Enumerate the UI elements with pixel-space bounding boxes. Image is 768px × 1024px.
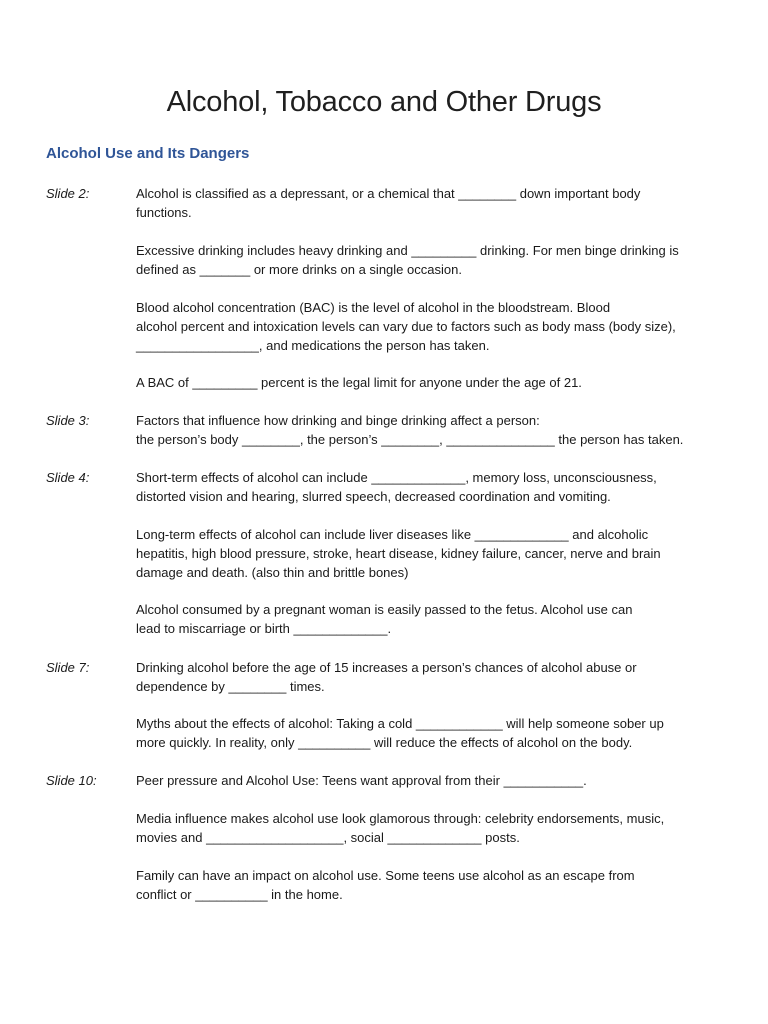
- text-line: _________________, and medications the person has taken.: [136, 338, 490, 353]
- slide-label: Slide 4:: [46, 470, 90, 485]
- text-line: Excessive drinking includes heavy drinking and _________ drinking. For men binge drinking is: [136, 243, 679, 258]
- text-line: movies and ___________________, social _____________ posts.: [136, 830, 520, 845]
- text-line: conflict or __________ in the home.: [136, 887, 343, 902]
- slide-label: Slide 7:: [46, 660, 90, 675]
- slide-label: Slide 10:: [46, 773, 97, 788]
- paragraph: [136, 809, 726, 847]
- text-line: more quickly. In reality, only __________ will reduce the effects of alcohol on the body.: [136, 735, 633, 750]
- text-line: Short-term effects of alcohol can include _____________, memory loss, unconsciousness,: [136, 470, 657, 485]
- paragraph: [136, 468, 726, 506]
- slide-label: Slide 3:: [46, 413, 90, 428]
- text-line: Drinking alcohol before the age of 15 increases a person’s chances of alcohol abuse or: [136, 660, 637, 675]
- text-line: dependence by ________ times.: [136, 679, 325, 694]
- text-line: Myths about the effects of alcohol: Taking a cold ____________ will help someone sober up: [136, 716, 664, 731]
- slide-label: Slide 2:: [46, 186, 90, 201]
- text-line: Alcohol is classified as a depressant, or a chemical that ________ down important body: [136, 186, 641, 201]
- document-title: Alcohol, Tobacco and Other Drugs: [166, 86, 602, 118]
- text-line: damage and death. (also thin and brittle bones): [136, 565, 409, 580]
- paragraph: [136, 184, 726, 222]
- text-line: distorted vision and hearing, slurred speech, decreased coordination and vomiting.: [136, 489, 611, 504]
- text-line: hepatitis, high blood pressure, stroke, heart disease, kidney failure, cancer, nerve and brain: [136, 546, 661, 561]
- section-heading: Alcohol Use and Its Dangers: [46, 145, 250, 162]
- paragraph: [136, 600, 726, 638]
- text-line: Media influence makes alcohol use look glamorous through: celebrity endorsements, music,: [136, 811, 665, 826]
- paragraph: [136, 714, 726, 752]
- text-line: A BAC of _________ percent is the legal limit for anyone under the age of 21.: [136, 375, 582, 390]
- paragraph: [136, 411, 726, 449]
- paragraph: [136, 241, 726, 279]
- text-line: Alcohol consumed by a pregnant woman is easily passed to the fetus. Alcohol use can: [136, 602, 633, 617]
- text-line: Factors that influence how drinking and binge drinking affect a person:: [136, 413, 540, 428]
- paragraph: [136, 525, 726, 582]
- text-line: alcohol percent and intoxication levels can vary due to factors such as body mass (body size),: [136, 319, 676, 334]
- text-line: lead to miscarriage or birth _____________.: [136, 621, 392, 636]
- text-line: Family can have an impact on alcohol use. Some teens use alcohol as an escape from: [136, 868, 635, 883]
- text-line: Long-term effects of alcohol can include liver diseases like _____________ and alcoholic: [136, 527, 649, 542]
- text-line: Blood alcohol concentration (BAC) is the level of alcohol in the bloodstream. Blood: [136, 300, 611, 315]
- paragraph: [136, 658, 726, 696]
- text-line: defined as _______ or more drinks on a single occasion.: [136, 262, 462, 277]
- text-line: the person’s body ________, the person’s ________, _______________ the person has taken.: [136, 432, 684, 447]
- paragraph: [136, 771, 726, 790]
- paragraph: [136, 373, 726, 392]
- paragraph: [136, 866, 726, 904]
- text-line: functions.: [136, 205, 192, 220]
- text-line: Peer pressure and Alcohol Use: Teens want approval from their ___________.: [136, 773, 587, 788]
- paragraph: [136, 298, 726, 355]
